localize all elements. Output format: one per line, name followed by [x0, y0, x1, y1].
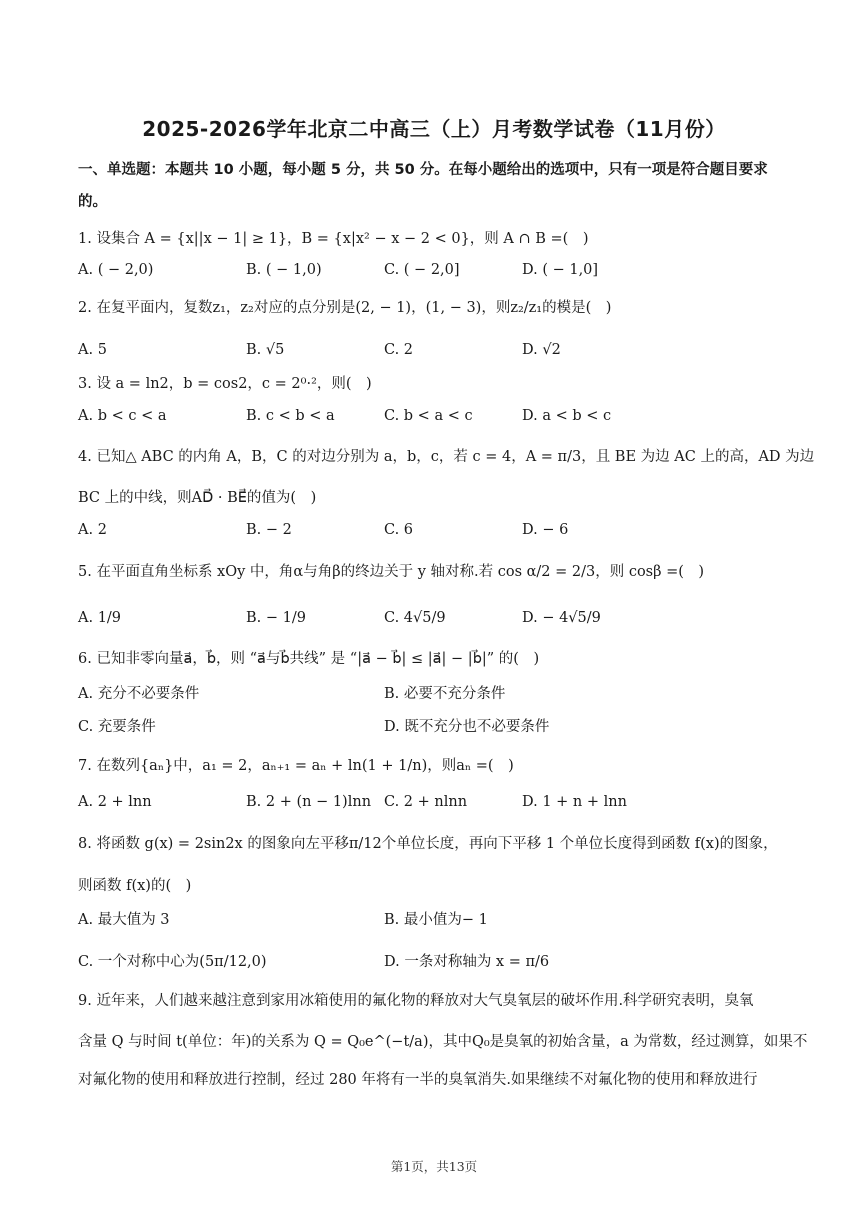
option-b: B. ( − 1,0): [246, 262, 322, 278]
option-c: C. 一个对称中心为(5π/12,0): [78, 954, 267, 970]
option-d: D. 1 + n + lnn: [522, 794, 627, 810]
question-1-stem: 1. 设集合 A = {x||x − 1| ≥ 1}，B = {x|x² − x − 2 < 0}，则 A ∩ B =( ): [78, 231, 589, 247]
option-a: A. 最大值为 3: [78, 912, 170, 928]
question-3-stem: 3. 设 a = ln2，b = cos2，c = 2⁰·²，则( ): [78, 376, 372, 392]
option-b: B. 最小值为− 1: [384, 912, 488, 928]
option-b: B. − 2: [246, 522, 292, 538]
question-4-options: [78, 522, 798, 544]
question-7-options: [78, 794, 798, 816]
question-1-options: [78, 262, 798, 284]
option-d: D. 既不充分也不必要条件: [384, 719, 550, 735]
question-8-options-row2: [78, 950, 798, 972]
option-b: B. − 1/9: [246, 610, 306, 626]
option-c: C. 6: [384, 522, 414, 538]
section-heading: 一、单选题：本题共 10 小题，每小题 5 分，共 50 分。在每小题给出的选项中，只有一项是符合题目要求: [78, 162, 768, 178]
option-c: C. ( − 2,0]: [384, 262, 460, 278]
question-5-options: [78, 610, 798, 632]
option-d: D. √2: [522, 342, 561, 358]
option-a: A. 5: [78, 342, 107, 358]
question-4-stem: 4. 已知△ ABC 的内角 A，B，C 的对边分别为 a，b，c，若 c = 4，A = π/3，且 BE 为边 AC 上的高，AD 为边: [78, 449, 815, 465]
exam-title: 2025-2026学年北京二中高三（上）月考数学试卷（11月份）: [142, 117, 726, 141]
option-c: C. 4√5/9: [384, 610, 446, 626]
question-6-options-row1: [78, 682, 798, 704]
option-a: A. 充分不必要条件: [78, 686, 200, 702]
option-a: A. 1/9: [78, 610, 122, 626]
question-8-stem-cont: 则函数 f(x)的( ): [78, 878, 192, 894]
option-b: B. 必要不充分条件: [384, 686, 506, 702]
option-b: B. c < b < a: [246, 408, 335, 424]
question-9-stem-cont-1: 含量 Q 与时间 t(单位：年)的关系为 Q = Q₀e^(−t/a)，其中Q₀是臭氧的初始含量，a 为常数，经过测算，如果不: [78, 1034, 808, 1050]
question-9-stem-cont-2: 对氟化物的使用和释放进行控制，经过 280 年将有一半的臭氧消失.如果继续不对氟化物的使用和释放进行: [78, 1072, 758, 1088]
page-footer: 第1页，共13页: [390, 1159, 478, 1174]
question-4-stem-cont: BC 上的中线，则AD⃗ · BE⃗的值为( ): [78, 490, 317, 506]
option-b: B. 2 + (n − 1)lnn: [246, 794, 372, 810]
option-d: D. − 6: [522, 522, 569, 538]
option-c: C. 2 + nlnn: [384, 794, 468, 810]
question-8-options-row1: [78, 908, 798, 930]
option-d: D. 一条对称轴为 x = π/6: [384, 954, 550, 970]
question-3-options: [78, 408, 798, 430]
option-a: A. b < c < a: [78, 408, 167, 424]
question-9-stem: 9. 近年来，人们越来越注意到家用冰箱使用的氟化物的释放对大气臭氧层的破坏作用.科学研究表明，臭氧: [78, 993, 754, 1009]
option-d: D. ( − 1,0]: [522, 262, 599, 278]
question-5-stem: 5. 在平面直角坐标系 xOy 中，角α与角β的终边关于 y 轴对称.若 cos α/2 = 2/3，则 cosβ =( ): [78, 564, 705, 580]
option-d: D. a < b < c: [522, 408, 612, 424]
question-6-stem: 6. 已知非零向量a⃗，b⃗，则 “a⃗与b⃗共线” 是 “|a⃗ − b⃗| ≤ |a⃗| − |b⃗|” 的( ): [78, 651, 540, 667]
option-c: C. 充要条件: [78, 719, 156, 735]
option-c: C. 2: [384, 342, 414, 358]
option-d: D. − 4√5/9: [522, 610, 601, 626]
option-b: B. √5: [246, 342, 285, 358]
option-a: A. 2: [78, 522, 107, 538]
question-6-options-row2: [78, 715, 798, 737]
option-c: C. b < a < c: [384, 408, 473, 424]
option-a: A. ( − 2,0): [78, 262, 154, 278]
question-2-options: [78, 342, 798, 364]
question-2-stem: 2. 在复平面内，复数z₁，z₂对应的点分别是(2, − 1)，(1, − 3)，则z₂/z₁的模是( ): [78, 300, 612, 316]
question-7-stem: 7. 在数列{aₙ}中，a₁ = 2，aₙ₊₁ = aₙ + ln(1 + 1/n)，则aₙ =( ): [78, 758, 514, 774]
section-heading-cont: 的。: [78, 194, 107, 210]
question-8-stem: 8. 将函数 g(x) = 2sin2x 的图象向左平移π/12个单位长度，再向下平移 1 个单位长度得到函数 f(x)的图象，: [78, 836, 778, 852]
option-a: A. 2 + lnn: [78, 794, 152, 810]
